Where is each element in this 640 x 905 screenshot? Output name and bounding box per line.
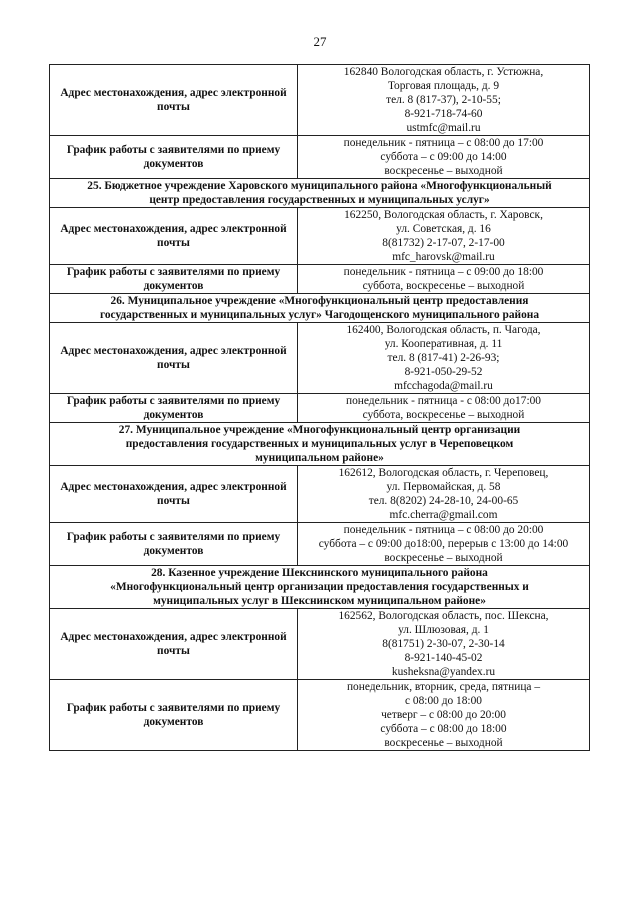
field-label: Адрес местонахождения, адрес электронной почты — [50, 65, 298, 136]
field-value-line: 8(81751) 2-30-07, 2-30-14 — [382, 638, 505, 650]
field-value-line: mfcchagoda@mail.ru — [394, 380, 493, 392]
table-row — [50, 523, 590, 566]
page-number: 27 — [313, 34, 327, 49]
field-label: Адрес местонахождения, адрес электронной почты — [50, 323, 298, 394]
table-row — [50, 680, 590, 751]
field-value-line: понедельник - пятница – с 08:00 до 20:00 — [343, 524, 544, 536]
section-title — [50, 423, 590, 466]
field-value — [298, 323, 590, 394]
field-value-line: mfc_harovsk@mail.ru — [392, 251, 495, 263]
table-row — [50, 265, 590, 294]
field-value-line: kusheksna@yandex.ru — [391, 666, 496, 678]
section-title-line: центр предоставления государственных и муниципальных услуг» — [149, 194, 490, 206]
field-value — [298, 65, 590, 136]
field-value — [298, 466, 590, 523]
field-value-line: ул. Шлюзовая, д. 1 — [398, 624, 489, 636]
field-label: Адрес местонахождения, адрес электронной почты — [50, 208, 298, 265]
field-value-line: ул. Советская, д. 16 — [396, 223, 491, 235]
field-value-line: понедельник - пятница – с 08:00 до 17:00 — [343, 137, 544, 149]
table-row — [50, 208, 590, 265]
field-value-line: 8-921-140-45-02 — [404, 652, 483, 664]
field-value-line: 8-921-718-74-60 — [404, 108, 483, 120]
field-label: График работы с заявителями по приему документов — [50, 680, 298, 751]
field-value-line: тел. 8 (817-41) 2-26-93; — [387, 352, 500, 364]
field-value — [298, 265, 590, 294]
mfc-contacts-table — [49, 64, 590, 751]
field-value — [298, 523, 590, 566]
table-row — [50, 136, 590, 179]
field-value — [298, 680, 590, 751]
field-value-line: воскресенье – выходной — [384, 552, 503, 564]
field-value-line: четверг – с 08:00 до 20:00 — [381, 709, 506, 721]
section-header-row — [50, 179, 590, 208]
field-value-line: Торговая площадь, д. 9 — [387, 80, 500, 92]
field-value-line: понедельник - пятница – с 09:00 до 18:00 — [343, 266, 544, 278]
table-row — [50, 394, 590, 423]
field-value-line: тел. 8 (817-37), 2-10-55; — [386, 94, 501, 106]
field-value-line: тел. 8(8202) 24-28-10, 24-00-65 — [368, 495, 519, 507]
field-value-line: понедельник, вторник, среда, пятница – — [346, 681, 541, 693]
section-title — [50, 294, 590, 323]
table-row — [50, 323, 590, 394]
field-value-line: 8-921-050-29-52 — [404, 366, 483, 378]
field-value-line: суббота – с 09:00 до 14:00 — [380, 151, 507, 163]
field-value-line: ул. Кооперативная, д. 11 — [384, 338, 503, 350]
field-value-line: mfc.cherra@gmail.com — [389, 509, 498, 521]
section-title — [50, 566, 590, 609]
field-value — [298, 609, 590, 680]
section-title-line: предоставления государственных и муниципальных услуг в Череповецком — [125, 438, 514, 450]
section-title — [50, 179, 590, 208]
section-title-line: государственных и муниципальных услуг» Чагодощенского муниципального района — [99, 309, 540, 321]
section-title-line: 26. Муниципальное учреждение «Многофункциональный центр предоставления — [110, 295, 529, 307]
field-value-line: 162840 Вологодская область, г. Устюжна, — [343, 66, 544, 78]
table-row — [50, 466, 590, 523]
field-value-line: ул. Первомайская, д. 58 — [386, 481, 501, 493]
section-header-row — [50, 423, 590, 466]
field-label: Адрес местонахождения, адрес электронной почты — [50, 466, 298, 523]
section-header-row — [50, 566, 590, 609]
section-title-line: муниципальном районе» — [255, 452, 384, 464]
field-value — [298, 136, 590, 179]
field-value-line: понедельник - пятница - с 08:00 до17:00 — [345, 395, 541, 407]
field-label: Адрес местонахождения, адрес электронной почты — [50, 609, 298, 680]
section-title-line: «Многофункциональный центр организации предоставления государственных и — [110, 581, 529, 593]
field-value-line: 8(81732) 2-17-07, 2-17-00 — [382, 237, 505, 249]
field-value — [298, 394, 590, 423]
field-value — [298, 208, 590, 265]
field-value-line: 162400, Вологодская область, п. Чагода, — [346, 324, 541, 336]
section-title-line: муниципальных услуг в Шекснинском муниципальном районе» — [153, 595, 486, 607]
field-value-line: 162612, Вологодская область, г. Череповец, — [338, 467, 549, 479]
section-title-line: 25. Бюджетное учреждение Харовского муниципального района «Многофункциональный — [87, 180, 552, 192]
field-value-line: суббота, воскресенье – выходной — [362, 280, 525, 292]
table-row — [50, 65, 590, 136]
field-value-line: 162562, Вологодская область, пос. Шексна, — [338, 610, 549, 622]
field-label: График работы с заявителями по приему документов — [50, 265, 298, 294]
field-label: График работы с заявителями по приему документов — [50, 394, 298, 423]
section-title-line: 28. Казенное учреждение Шекснинского муниципального района — [151, 567, 488, 579]
field-value-line: суббота, воскресенье – выходной — [362, 409, 525, 421]
field-value-line: суббота – с 08:00 до 18:00 — [380, 723, 507, 735]
field-value-line: ustmfc@mail.ru — [406, 122, 481, 134]
field-value-line: с 08:00 до 18:00 — [405, 695, 482, 707]
field-value-line: воскресенье – выходной — [384, 165, 503, 177]
field-value-line: воскресенье – выходной — [384, 737, 503, 749]
section-title-line: 27. Муниципальное учреждение «Многофункциональный центр организации — [118, 424, 521, 436]
table-row — [50, 609, 590, 680]
field-value-line: 162250, Вологодская область, г. Харовск, — [344, 209, 543, 221]
field-value-line: суббота – с 09:00 до18:00, перерыв с 13:00 до 14:00 — [318, 538, 569, 550]
field-label: График работы с заявителями по приему документов — [50, 523, 298, 566]
section-header-row — [50, 294, 590, 323]
field-label: График работы с заявителями по приему документов — [50, 136, 298, 179]
